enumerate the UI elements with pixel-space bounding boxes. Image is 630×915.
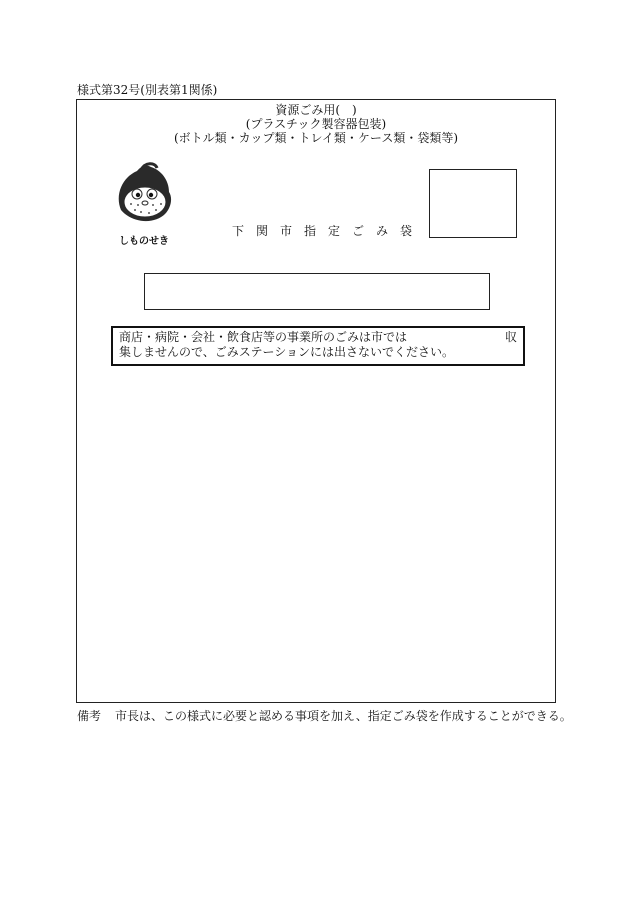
stamp-box	[429, 169, 517, 238]
notice-box	[111, 326, 525, 366]
bag-label: 下関市指定ごみ袋	[232, 224, 425, 238]
city-logo	[111, 158, 177, 250]
bag-design-frame	[76, 99, 556, 703]
name-entry-box	[144, 273, 490, 310]
notice-line-1-tail: 収	[504, 330, 517, 344]
title-line-1: 資源ごみ用( )	[275, 103, 357, 117]
title-block	[77, 103, 555, 145]
pufferfish-mascot-icon	[111, 158, 177, 250]
form-number: 様式第32号(別表第1関係)	[77, 83, 218, 97]
logo-text: しものせき	[119, 236, 169, 247]
title-line-3: (ボトル類・カップ類・トレイ類・ケース類・袋類等)	[173, 131, 459, 145]
notice-line-2: 集しませんので、ごみステーションには出さないでください。	[119, 345, 455, 359]
notice-line-1	[119, 330, 517, 345]
remarks	[77, 709, 572, 723]
notice-line-1-text: 商店・病院・会社・飲食店等の事業所のごみは市では	[119, 330, 408, 344]
remarks-label: 備考	[77, 709, 102, 723]
remarks-text: 市長は、この様式に必要と認める事項を加え、指定ごみ袋を作成することができる。	[115, 709, 572, 723]
title-line-2: (プラスチック製容器包装)	[245, 117, 387, 131]
